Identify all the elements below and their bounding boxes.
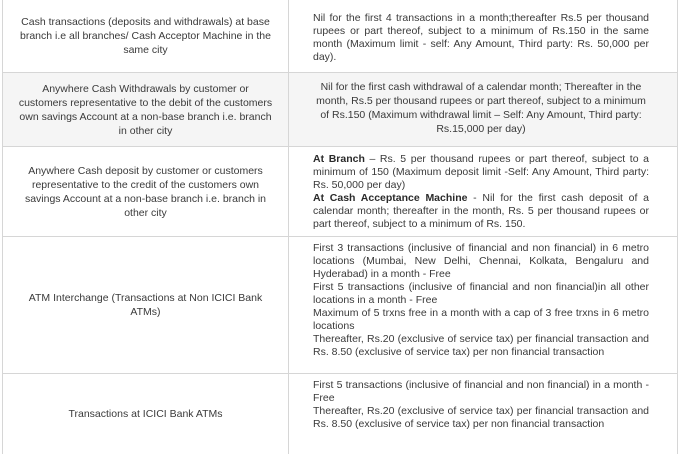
machine-label: At Cash Acceptance Machine <box>313 192 468 204</box>
table-row <box>3 237 677 374</box>
charges-text: First 5 transactions (inclusive of financial and non financial) in a month - Free <box>313 379 649 404</box>
service-cell <box>3 237 289 373</box>
charges-text: Nil for the first cash withdrawal of a calendar month; Thereafter in the month, Rs.5 per thousand rupees or part thereof, subject to a minimum of Rs.150 (Maximum withdrawal limit – Self: Any Amount, Third party: Rs.15,000 per day) <box>316 81 646 135</box>
charges-cell <box>289 147 677 236</box>
charges-cell <box>289 73 677 146</box>
service-cell <box>3 0 289 72</box>
charges-text: First 3 transactions (inclusive of financial and non financial) in 6 metro locations (Mumbai, New Delhi, Chennai, Kolkata, Bengaluru and Hyderabad) in a month - Free <box>313 242 649 280</box>
charges-cell <box>289 237 677 373</box>
charges-text: Maximum of 5 trxns free in a month with a cap of 3 free trxns in 6 metro locations <box>313 307 649 332</box>
charges-branch <box>313 153 649 192</box>
service-text: Anywhere Cash Withdrawals by customer or customers representative to the debit of the customers own savings Account at a non-base branch i.e. branch in other city <box>18 82 273 137</box>
service-text: ATM Interchange (Transactions at Non ICICI Bank ATMs) <box>28 292 263 318</box>
charges-machine <box>313 192 649 231</box>
service-text: Cash transactions (deposits and withdrawals) at base branch i.e all branches/ Cash Acceptor Machine in the same city <box>20 16 271 56</box>
table-row <box>3 0 677 73</box>
machine-text: - Nil for the first cash deposit of a calendar month; thereafter in the month, Rs. 5 per thousand rupees or part thereof, subject to a minimum of Rs. 150. <box>313 192 649 230</box>
charges-cell <box>289 0 677 72</box>
service-text: Anywhere Cash deposit by customer or customers representative to the credit of the customers own savings Account at a non-base branch i.e. branch in other city <box>24 164 267 219</box>
table-row <box>3 374 677 454</box>
charges-cell <box>289 374 677 454</box>
service-text: Transactions at ICICI Bank ATMs <box>68 408 223 420</box>
charges-text: Nil for the first 4 transactions in a month;thereafter Rs.5 per thousand rupees or part thereof, subject to a minimum of Rs.150 in the same month (Maximum limit - self: Any Amount, Third party: Rs. 50,000 per day). <box>313 12 649 63</box>
table-row <box>3 147 677 237</box>
branch-label: At Branch <box>313 153 365 165</box>
service-cell <box>3 147 289 236</box>
branch-text: – Rs. 5 per thousand rupees or part thereof, subject to a minimum of 150 (Maximum deposit limit -Self: Any Amount, Third party: Rs. 50,000 per day) <box>313 153 649 191</box>
service-cell <box>3 73 289 146</box>
service-cell <box>3 374 289 454</box>
charges-text: Thereafter, Rs.20 (exclusive of service tax) per financial transaction and Rs. 8.50 (exclusive of service tax) per non financial transaction <box>313 333 649 358</box>
charges-table <box>2 0 678 454</box>
table-row <box>3 73 677 147</box>
charges-text: First 5 transactions (inclusive of financial and non financial)in all other locations in a month - Free <box>313 281 649 306</box>
charges-text: Thereafter, Rs.20 (exclusive of service tax) per financial transaction and Rs. 8.50 (exclusive of service tax) per non financial transaction <box>313 405 649 430</box>
